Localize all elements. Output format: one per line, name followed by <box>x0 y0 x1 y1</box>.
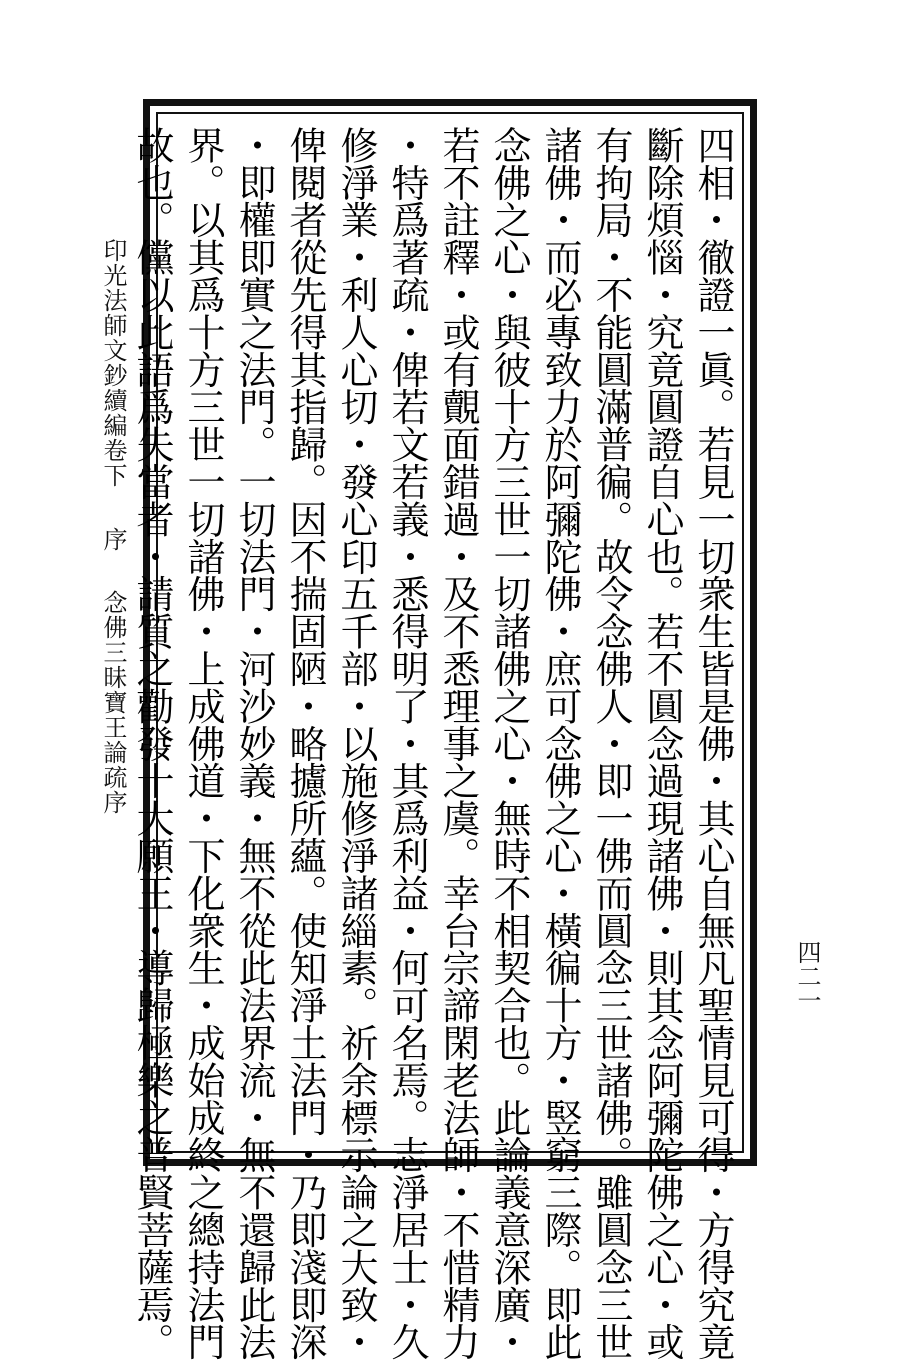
page-number: 四二一 <box>793 940 821 1012</box>
body-text <box>130 126 738 1360</box>
text-column-7: ・特爲著疏・俾若文若義・悉得明了・其爲利益・何可名焉。志淨居士・久 <box>385 126 429 1360</box>
essay-title: 念佛三昧寶王論疏序 <box>99 590 127 816</box>
text-column-3: 有拘局・不能圓滿普徧。故令念佛人・即一佛而圓念三世諸佛。雖圓念三世 <box>589 126 633 1360</box>
text-column-1: 四相・徹證一眞。若見一切衆生皆是佛・其心自無凡聖情見可得・方得究竟 <box>691 126 735 1360</box>
text-column-9: 俾閱者從先得其指歸。因不揣固陋・略攄所蘊。使知淨土法門・乃即淺即深 <box>283 126 327 1360</box>
text-column-11: 界。以其爲十方三世一切諸佛・上成佛道・下化衆生・成始成終之總持法門 <box>181 126 225 1360</box>
text-column-6: 若不註釋・或有覿面錯過・及不悉理事之虞。幸台宗諦閑老法師・不惜精力 <box>436 126 480 1360</box>
text-column-4: 諸佛・而必專致力於阿彌陀佛・庶可念佛之心・橫徧十方・竪窮三際。即此 <box>538 126 582 1360</box>
text-column-10: ・即權即實之法門。一切法門・河沙妙義・無不從此法界流・無不還歸此法 <box>232 126 276 1360</box>
book-title: 印光法師文鈔續編卷下 <box>99 238 127 488</box>
text-column-8: 修淨業・利人心切・發心印五千部・以施修淨諸緇素。祈余標示論之大致・ <box>334 126 378 1360</box>
section-label: 序 <box>99 526 127 552</box>
text-column-2: 斷除煩惱・究竟圓證自心也。若不圓念過現諸佛・則其念阿彌陀佛之心・或 <box>640 126 684 1360</box>
text-column-5: 念佛之心・與彼十方三世一切諸佛之心・無時不相契合也。此論義意深廣・ <box>487 126 531 1360</box>
text-column-12: 故也。儻以此語爲失當者・請質之勸發十大願王・導歸極樂之普賢菩薩焉。 <box>130 126 174 1360</box>
